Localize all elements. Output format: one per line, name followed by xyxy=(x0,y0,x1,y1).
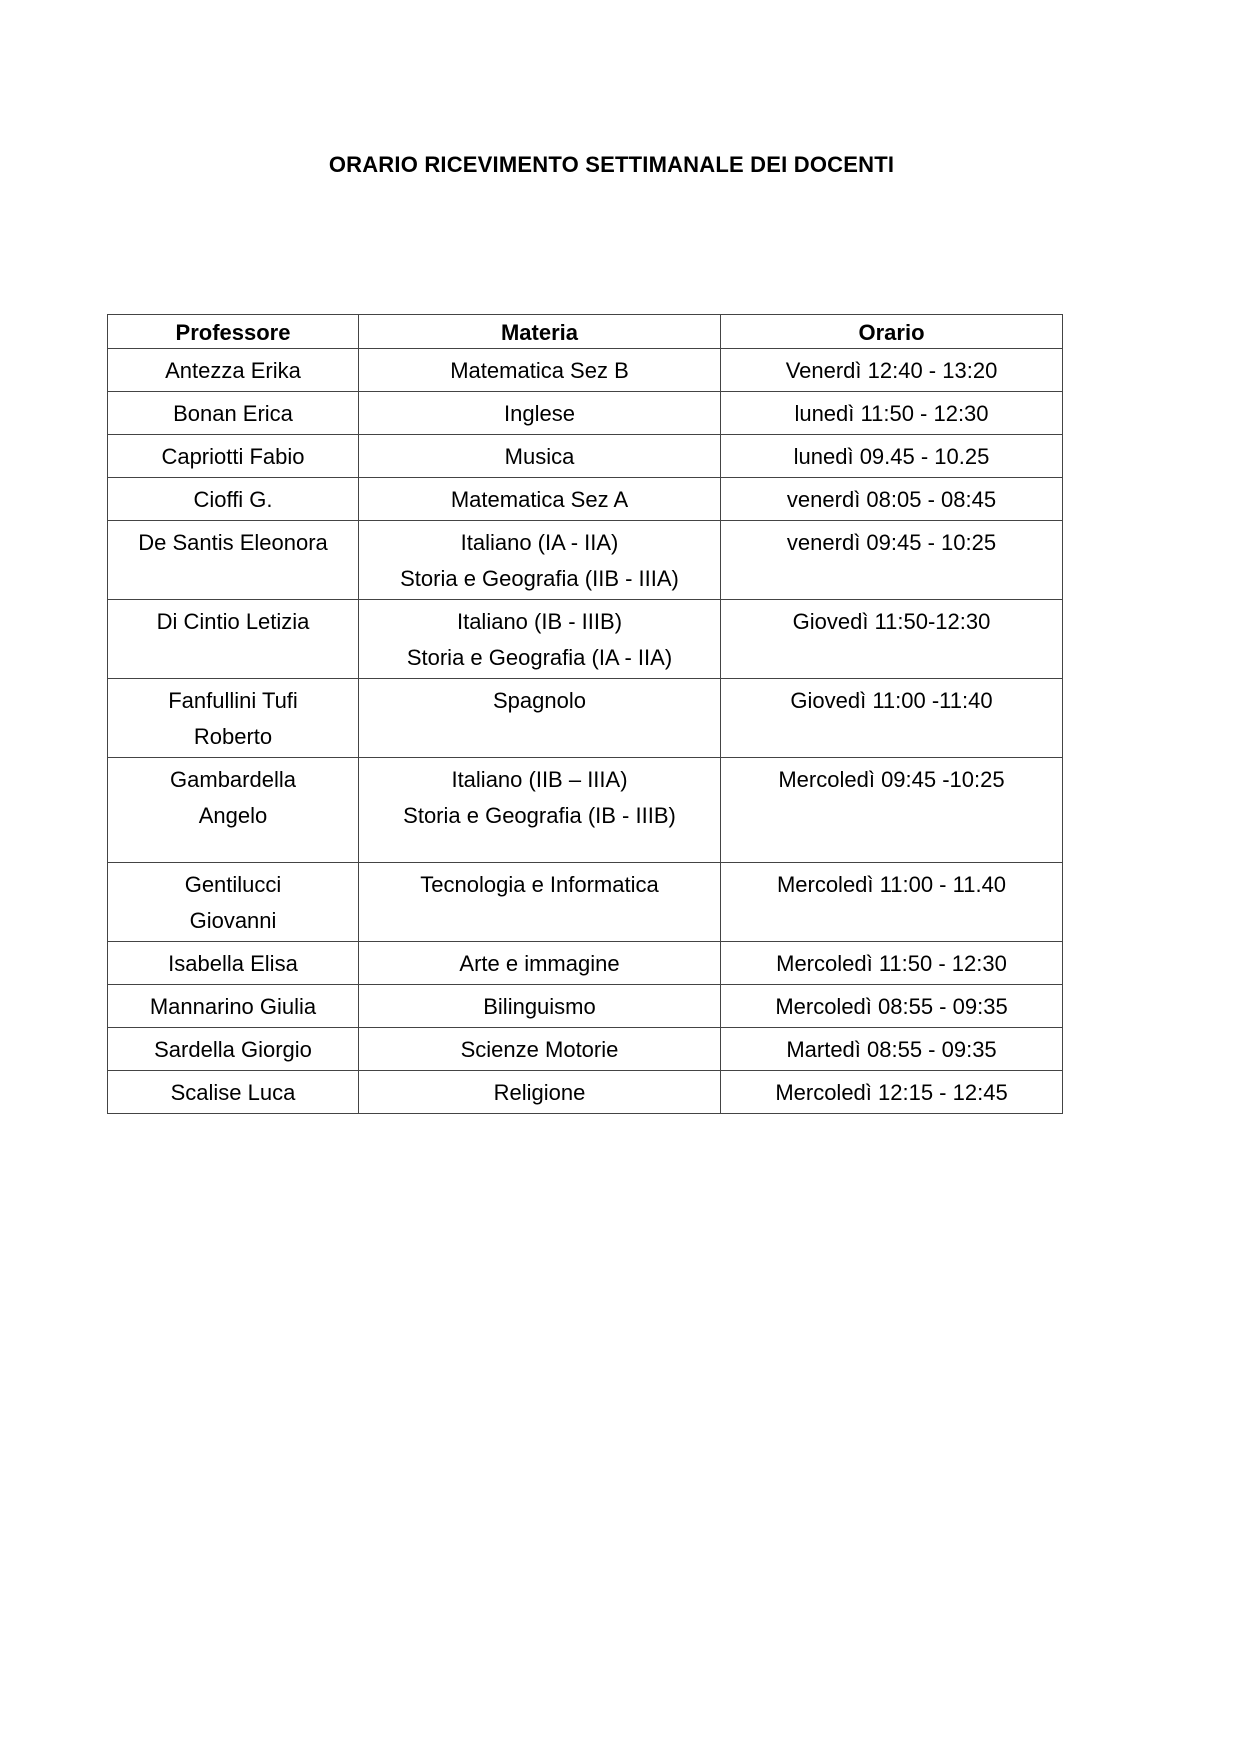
cell-materia xyxy=(359,679,721,758)
materia-line: Scienze Motorie xyxy=(460,1037,619,1062)
schedule-table xyxy=(107,314,1063,1114)
cell-materia xyxy=(359,392,721,435)
cell-orario: Mercoledì 11:00 - 11.40 xyxy=(721,863,1063,942)
professore-name: Roberto xyxy=(193,724,273,749)
materia-line: Religione xyxy=(493,1080,586,1105)
materia-line: Tecnologia e Informatica xyxy=(420,872,659,897)
cell-professore xyxy=(108,985,359,1028)
cell-materia xyxy=(359,942,721,985)
materia-line: Matematica Sez B xyxy=(450,358,629,383)
professore-name: Giovanni xyxy=(189,908,277,933)
cell-professore xyxy=(108,1028,359,1071)
cell-professore xyxy=(108,863,359,942)
cell-orario: Mercoledì 09:45 -10:25 xyxy=(721,758,1063,863)
materia-line: Storia e Geografia (IA - IIA) xyxy=(406,645,673,670)
professore-name: Di Cintio Letizia xyxy=(156,609,310,634)
header-materia: Materia xyxy=(359,315,721,349)
professore-name: Scalise Luca xyxy=(170,1080,296,1105)
materia-line: Storia e Geografia (IB - IIIB) xyxy=(403,803,676,828)
cell-professore xyxy=(108,758,359,863)
materia-line: Musica xyxy=(504,444,575,469)
header-professore: Professore xyxy=(108,315,359,349)
cell-orario: lunedì 09.45 - 10.25 xyxy=(721,435,1063,478)
table-row xyxy=(108,600,1063,679)
materia-line: Storia e Geografia (IIB - IIIA) xyxy=(400,566,679,591)
professore-name: Isabella Elisa xyxy=(168,951,298,976)
materia-line: Inglese xyxy=(504,401,575,426)
materia-line: Bilinguismo xyxy=(483,994,596,1019)
cell-orario: venerdì 09:45 - 10:25 xyxy=(721,521,1063,600)
cell-materia xyxy=(359,985,721,1028)
table-row xyxy=(108,1028,1063,1071)
cell-orario: Mercoledì 11:50 - 12:30 xyxy=(721,942,1063,985)
cell-orario: Giovedì 11:50-12:30 xyxy=(721,600,1063,679)
professore-name: Angelo xyxy=(198,803,268,828)
professore-name: Bonan Erica xyxy=(173,401,293,426)
cell-materia xyxy=(359,521,721,600)
cell-materia xyxy=(359,758,721,863)
materia-line: Italiano (IIB – IIIA) xyxy=(451,767,628,792)
table-row xyxy=(108,392,1063,435)
materia-line: Spagnolo xyxy=(493,688,586,713)
cell-professore xyxy=(108,1071,359,1114)
header-orario: Orario xyxy=(721,315,1063,349)
cell-materia xyxy=(359,600,721,679)
table-row xyxy=(108,349,1063,392)
materia-line: Matematica Sez A xyxy=(450,487,629,512)
professore-name: Gambardella xyxy=(170,767,296,792)
materia-line: Italiano (IB - IIIB) xyxy=(456,609,623,634)
table-row xyxy=(108,863,1063,942)
cell-professore xyxy=(108,392,359,435)
table-row xyxy=(108,985,1063,1028)
table-row xyxy=(108,478,1063,521)
table-row xyxy=(108,521,1063,600)
cell-professore xyxy=(108,679,359,758)
cell-materia xyxy=(359,349,721,392)
professore-name: Capriotti Fabio xyxy=(161,444,305,469)
cell-orario: venerdì 08:05 - 08:45 xyxy=(721,478,1063,521)
professore-name: Sardella Giorgio xyxy=(154,1037,312,1062)
cell-orario: Martedì 08:55 - 09:35 xyxy=(721,1028,1063,1071)
table-header-row xyxy=(108,315,1063,349)
cell-orario: Venerdì 12:40 - 13:20 xyxy=(721,349,1063,392)
table-row xyxy=(108,758,1063,863)
table-row xyxy=(108,1071,1063,1114)
cell-materia xyxy=(359,478,721,521)
professore-name: Mannarino Giulia xyxy=(149,994,317,1019)
page-title: ORARIO RICEVIMENTO SETTIMANALE DEI DOCENTI xyxy=(328,152,895,177)
professore-name: Antezza Erika xyxy=(165,358,301,383)
cell-professore xyxy=(108,521,359,600)
table-row xyxy=(108,942,1063,985)
professore-name: Cioffi G. xyxy=(193,487,273,512)
cell-professore xyxy=(108,435,359,478)
cell-materia xyxy=(359,863,721,942)
cell-orario: Giovedì 11:00 -11:40 xyxy=(721,679,1063,758)
professore-name: De Santis Eleonora xyxy=(138,530,328,555)
table-row xyxy=(108,435,1063,478)
cell-orario: Mercoledì 12:15 - 12:45 xyxy=(721,1071,1063,1114)
materia-line: Italiano (IA - IIA) xyxy=(460,530,619,555)
cell-orario: Mercoledì 08:55 - 09:35 xyxy=(721,985,1063,1028)
cell-orario: lunedì 11:50 - 12:30 xyxy=(721,392,1063,435)
materia-line: Arte e immagine xyxy=(459,951,620,976)
cell-materia xyxy=(359,1028,721,1071)
cell-professore xyxy=(108,349,359,392)
cell-professore xyxy=(108,600,359,679)
cell-professore xyxy=(108,942,359,985)
professore-name: Fanfullini Tufi xyxy=(168,688,298,713)
cell-materia xyxy=(359,435,721,478)
professore-name: Gentilucci xyxy=(184,872,282,897)
table-row xyxy=(108,679,1063,758)
cell-professore xyxy=(108,478,359,521)
cell-materia xyxy=(359,1071,721,1114)
